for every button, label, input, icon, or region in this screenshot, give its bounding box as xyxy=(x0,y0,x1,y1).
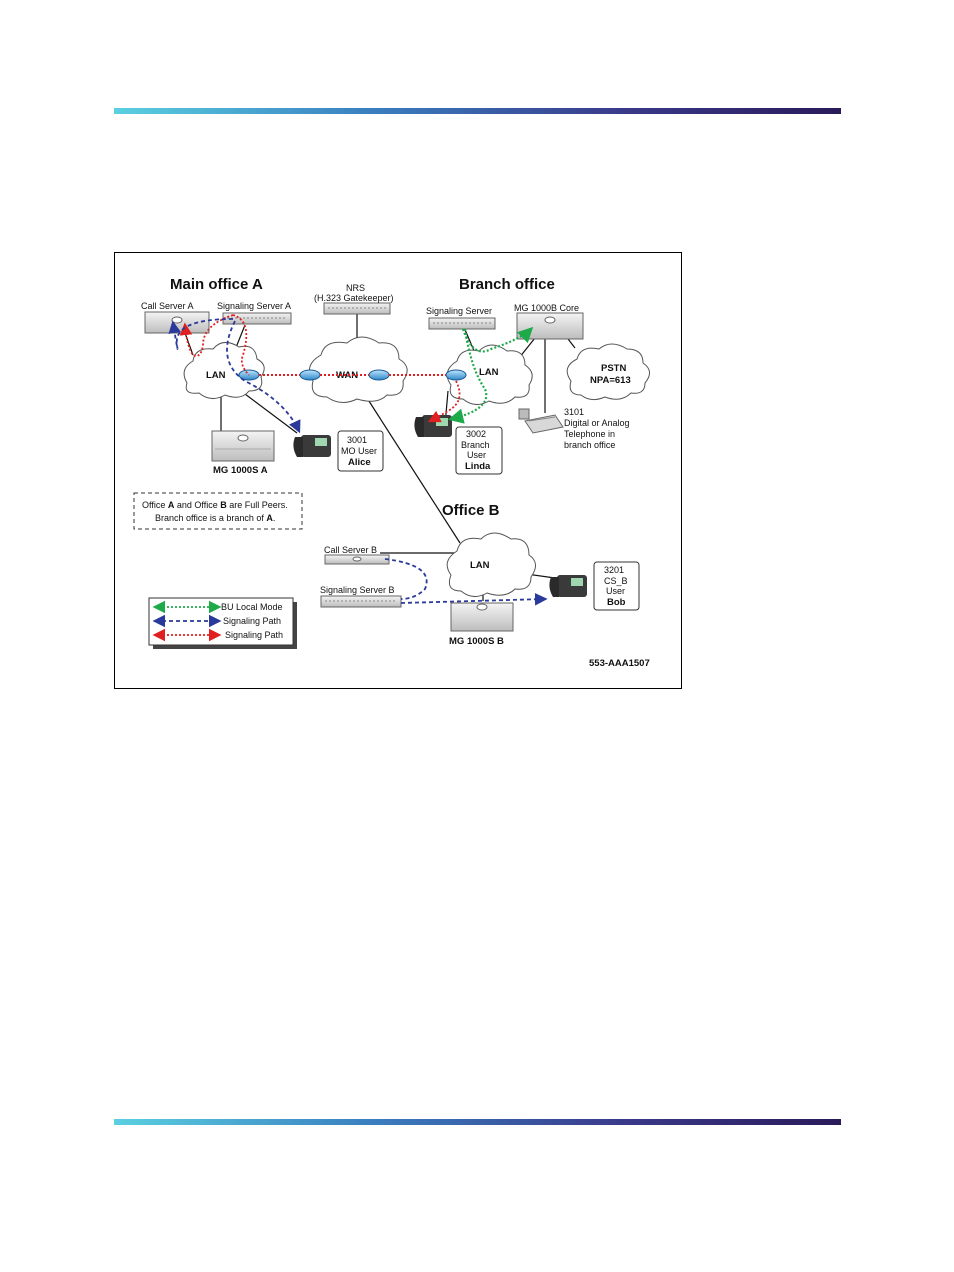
legend-label-blue: Signaling Path xyxy=(223,616,282,626)
phone-card-alice xyxy=(338,431,383,471)
linda-line1: Branch xyxy=(461,440,490,450)
lan-b-label: LAN xyxy=(470,560,490,571)
mg-1000b-core-label: MG 1000B Core xyxy=(514,303,580,313)
mg-1000s-a-label: MG 1000S A xyxy=(213,465,268,476)
phone-icon xyxy=(414,415,452,437)
note-1a: Office xyxy=(142,500,168,510)
signaling-server-a-label: Signaling Server A xyxy=(217,301,292,311)
peer-note-line2 xyxy=(155,513,275,523)
analog-ext: 3101 xyxy=(564,407,585,417)
alice-name: Alice xyxy=(348,457,371,468)
router-icon xyxy=(300,370,320,380)
call-server-b xyxy=(325,555,389,564)
lan-a-label: LAN xyxy=(206,370,226,381)
legend-label-bu-local: BU Local Mode xyxy=(221,602,283,612)
alice-ext: 3001 xyxy=(347,435,368,445)
footer-rule xyxy=(114,1119,841,1125)
nrs-label-2: (H.323 Gatekeeper) xyxy=(314,293,394,303)
note-2c: . xyxy=(272,513,276,523)
call-server-a-label: Call Server A xyxy=(141,301,194,311)
linda-line2: User xyxy=(467,450,487,460)
call-server-b-label: Call Server B xyxy=(324,545,378,555)
call-server-a xyxy=(145,312,209,333)
nrs-label-1: NRS xyxy=(346,283,366,293)
legend-label-red: Signaling Path xyxy=(225,630,284,640)
legend xyxy=(149,598,297,649)
mg-1000s-b-label: MG 1000S B xyxy=(449,636,504,647)
bob-ext: 3201 xyxy=(604,565,625,575)
phone-card-bob xyxy=(594,562,639,610)
signaling-server-b xyxy=(321,596,401,607)
wan-label: WAN xyxy=(336,370,359,381)
analog-line2: Telephone in xyxy=(564,429,616,439)
pstn-label-2: NPA=613 xyxy=(590,375,631,386)
phone-icon xyxy=(293,435,331,457)
phone-card-linda xyxy=(456,427,502,474)
analog-phone-icon xyxy=(519,409,563,433)
network-diagram xyxy=(114,252,682,689)
note-2b: A xyxy=(266,513,273,523)
analog-line3: branch office xyxy=(564,440,616,450)
note-1d: B xyxy=(220,500,227,510)
header-rule xyxy=(114,108,841,114)
heading-office-b: Office B xyxy=(442,502,500,519)
linda-ext: 3002 xyxy=(466,429,487,439)
analog-line1: Digital or Analog xyxy=(564,418,630,428)
diagram-svg xyxy=(115,253,681,688)
branch-signaling-server-label: Signaling Server xyxy=(426,306,493,316)
peer-note xyxy=(134,493,302,529)
note-1c: and Office xyxy=(174,500,221,510)
phone-icon xyxy=(549,575,587,597)
wan-cloud xyxy=(309,337,407,403)
signaling-server-b-label: Signaling Server B xyxy=(320,585,395,595)
mg-1000s-b xyxy=(451,603,513,631)
bob-line2: User xyxy=(606,586,626,596)
peer-note-line1 xyxy=(142,500,288,510)
bob-name: Bob xyxy=(607,597,626,608)
alice-user-line: MO User xyxy=(341,446,377,456)
linda-name: Linda xyxy=(465,461,491,472)
analog-phone-text xyxy=(564,407,630,450)
heading-main-office: Main office A xyxy=(170,276,263,293)
nrs-server xyxy=(324,303,390,314)
branch-signaling-server xyxy=(429,318,495,329)
note-2a: Branch office is a branch of xyxy=(155,513,267,523)
blue-path-bob xyxy=(401,599,545,603)
mg-1000s-a xyxy=(212,431,274,461)
mg-1000b-core xyxy=(517,313,583,339)
bob-line1: CS_B xyxy=(604,576,628,586)
router-icon xyxy=(369,370,389,380)
lan-branch-label: LAN xyxy=(479,367,499,378)
note-1b: A xyxy=(167,500,175,510)
heading-branch-office: Branch office xyxy=(459,276,555,293)
router-icon xyxy=(446,370,466,380)
figure-id: 553-AAA1507 xyxy=(589,658,650,669)
note-1e: are Full Peers. xyxy=(226,500,288,510)
pstn-label-1: PSTN xyxy=(601,363,627,374)
